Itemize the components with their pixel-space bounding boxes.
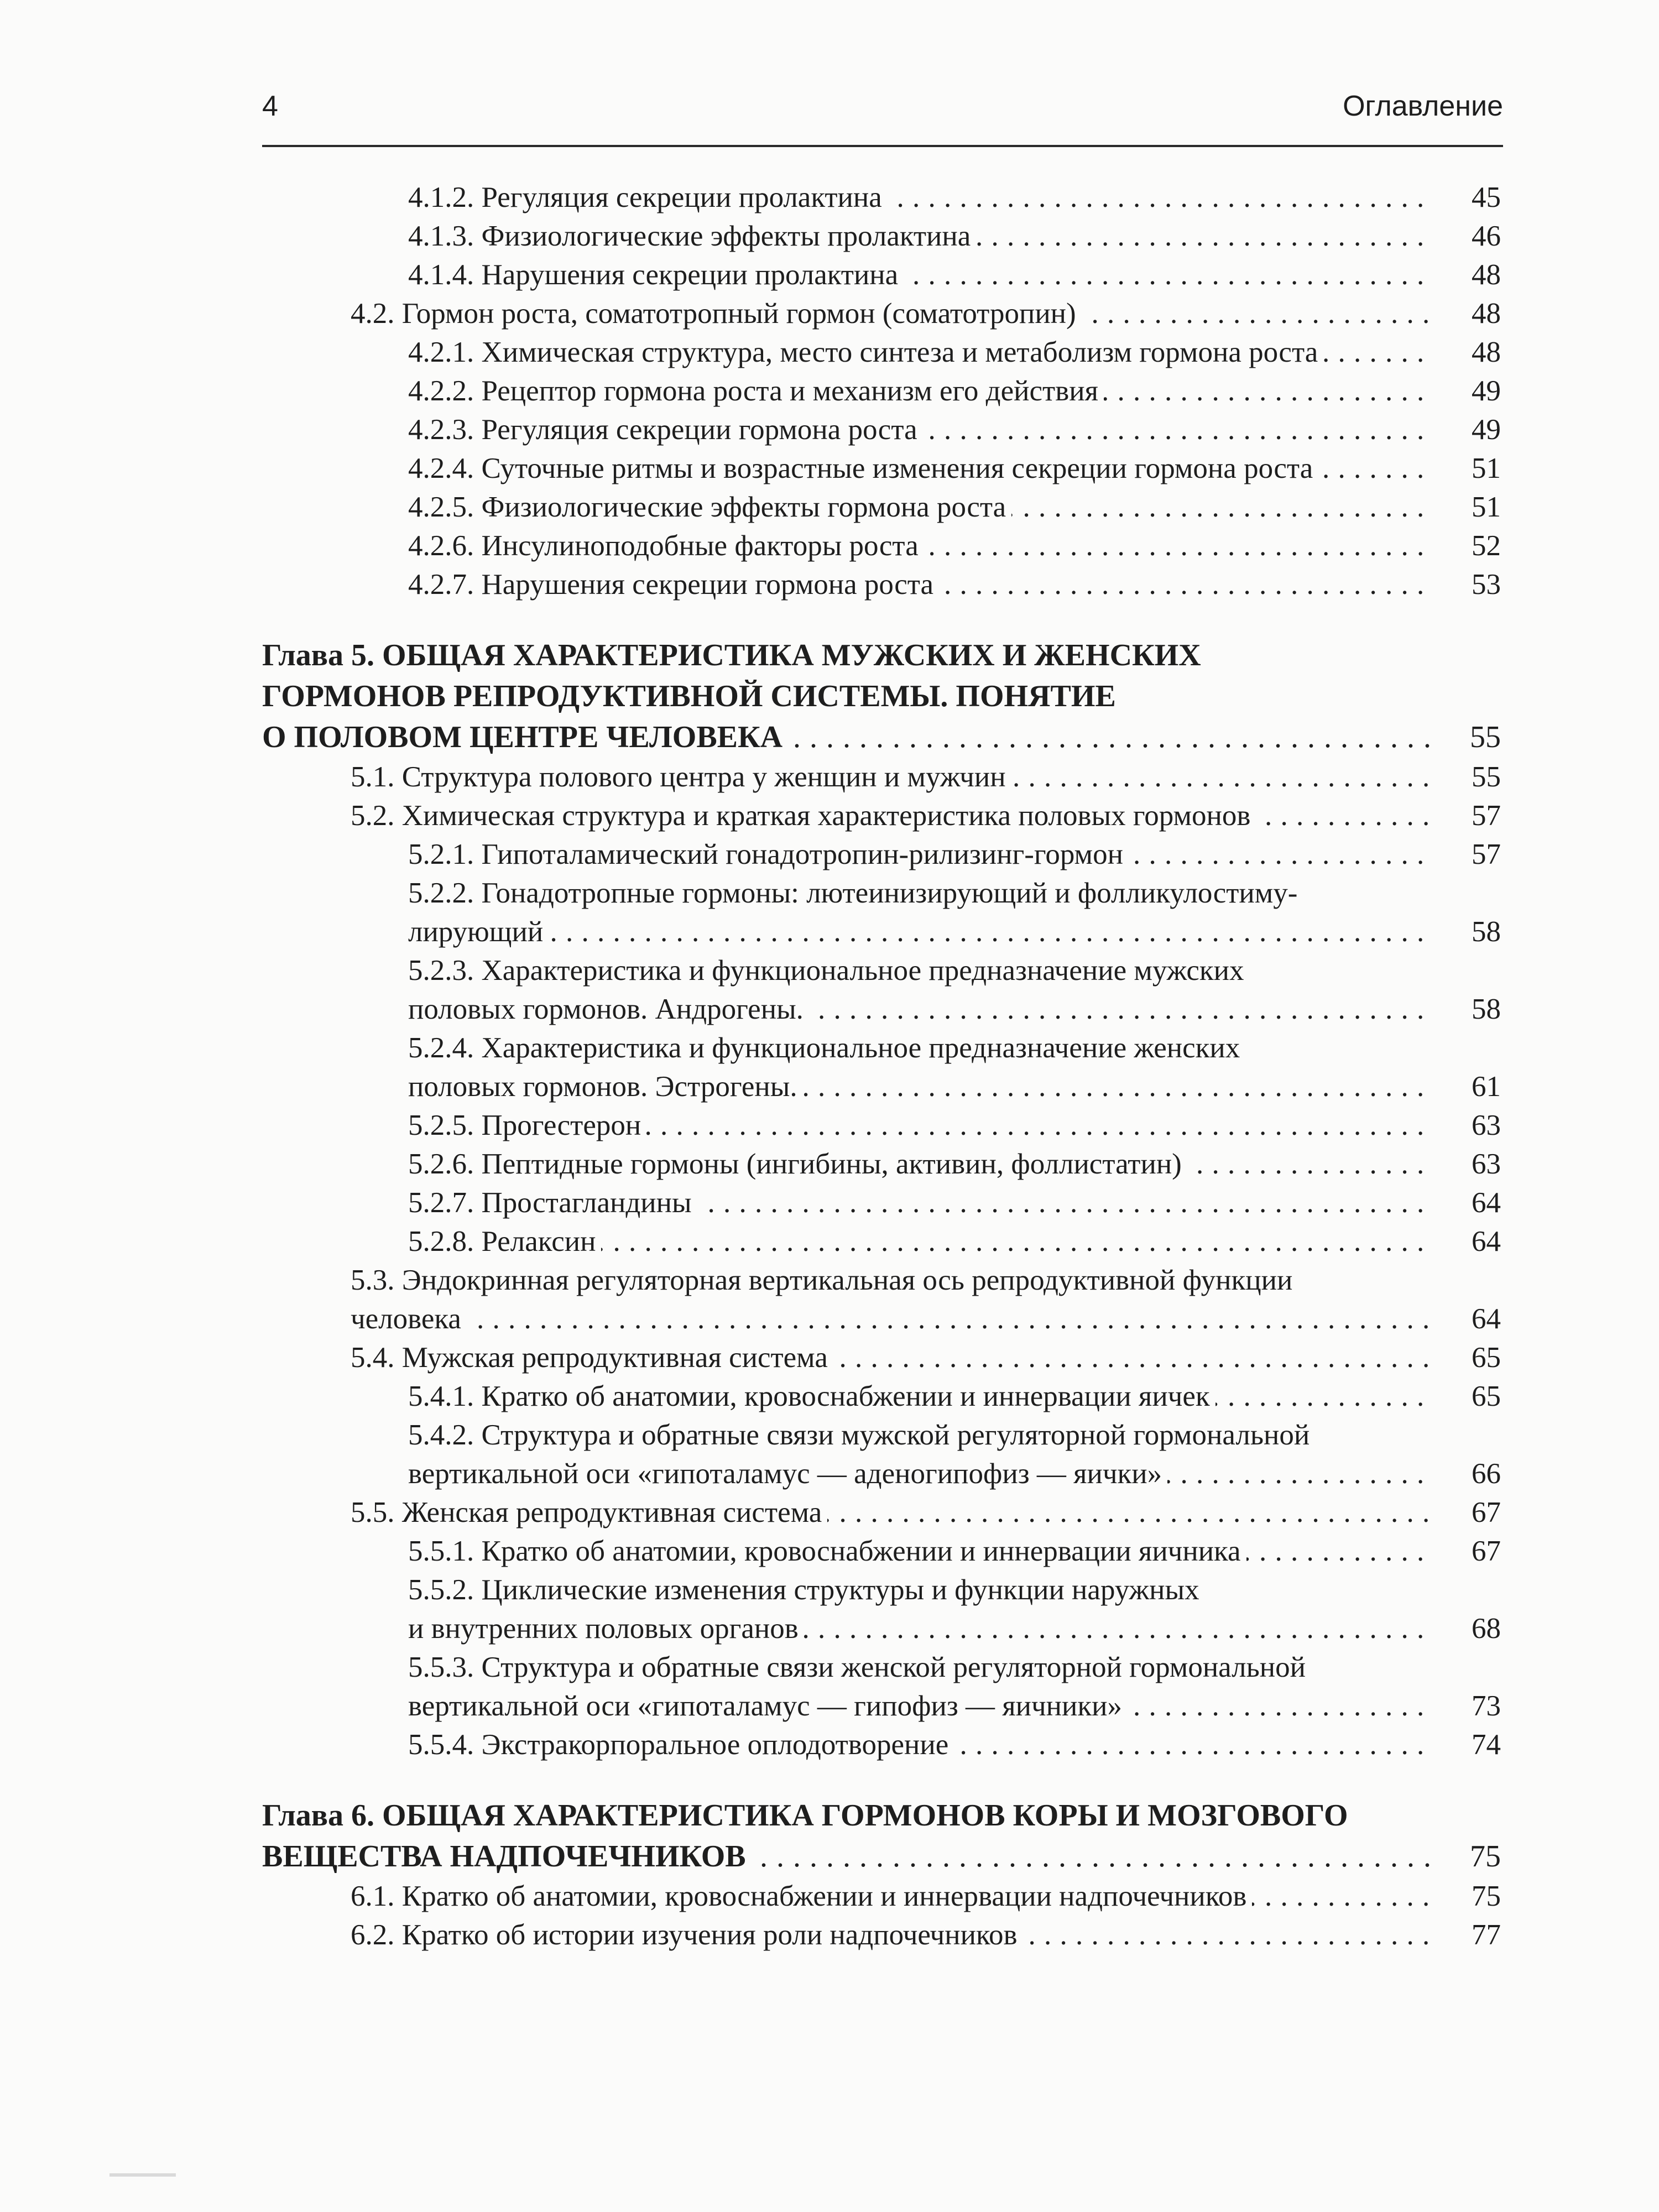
toc-page-number: 64	[1472, 1303, 1501, 1335]
toc-entry-text: 4.2.5. Физиологические эффекты гормона роста	[408, 491, 1011, 523]
toc-subsection-entry[interactable]	[262, 1145, 1501, 1183]
toc-entry-line: и внутренних половых органов	[408, 1613, 804, 1645]
toc-page-number: 48	[1472, 336, 1501, 368]
chapter-gap	[262, 1764, 1501, 1795]
chapter-gap	[262, 604, 1501, 635]
toc-entry-title	[408, 372, 1434, 410]
toc-page-number: 74	[1472, 1729, 1501, 1761]
toc-page-number: 48	[1472, 298, 1501, 330]
toc-entry-title	[408, 1377, 1434, 1416]
toc-subsection-entry[interactable]	[262, 255, 1501, 294]
toc-entry-title	[262, 635, 1434, 758]
toc-page-number: 67	[1472, 1535, 1501, 1567]
toc-entry-line: Глава 5. ОБЩАЯ ХАРАКТЕРИСТИКА МУЖСКИХ И ЖЕНСКИХ	[262, 638, 1201, 672]
toc-entry-text: 5.5. Женская репродуктивная система	[351, 1496, 827, 1528]
toc-entry-line: Глава 6. ОБЩАЯ ХАРАКТЕРИСТИКА ГОРМОНОВ КОРЫ И МОЗГОВОГО	[262, 1798, 1348, 1833]
toc-page-number: 46	[1472, 220, 1501, 252]
toc-section-entry[interactable]	[262, 1493, 1501, 1532]
toc-page-number: 49	[1472, 375, 1501, 407]
toc-entry-line: 5.3. Эндокринная регуляторная вертикальная ось репродуктивной функции	[351, 1264, 1293, 1296]
toc-page-number: 77	[1472, 1919, 1501, 1951]
toc-entry-title	[408, 488, 1434, 526]
toc-page-number: 73	[1472, 1690, 1501, 1722]
toc-subsection-entry[interactable]	[262, 874, 1501, 951]
toc-entry-title	[408, 951, 1434, 1029]
toc-entry-title	[351, 1493, 1434, 1532]
toc-entry-line: 5.2.2. Гонадотропные гормоны: лютеинизирующий и фолликулостиму-	[408, 877, 1298, 909]
toc-entry-line: вертикальной оси «гипоталамус — гипофиз — яичники»	[408, 1690, 1128, 1722]
toc-entry-title	[408, 449, 1434, 488]
running-title: Оглавление	[1343, 90, 1503, 122]
toc-entry-line: вертикальной оси «гипоталамус — аденогипофиз — яички»	[408, 1458, 1167, 1490]
toc-entry-text: 5.2.1. Гипоталамический гонадотропин-рилизинг-гормон	[408, 838, 1129, 870]
toc-entry-title	[408, 1145, 1434, 1183]
toc-page-number: 66	[1472, 1458, 1501, 1490]
toc-chapter-entry[interactable]	[262, 635, 1501, 758]
toc-page-number: 45	[1472, 181, 1501, 213]
toc-entry-text: 5.2.6. Пептидные гормоны (ингибины, активин, фоллистатин)	[408, 1148, 1187, 1180]
toc-entry-text: 5.4.1. Кратко об анатомии, кровоснабжении и иннервации яичек	[408, 1380, 1215, 1412]
toc-subsection-entry[interactable]	[262, 1416, 1501, 1493]
toc-entry-text: 6.1. Кратко об анатомии, кровоснабжении и иннервации надпочечников	[351, 1880, 1252, 1912]
toc-entry-text: 5.2.5. Прогестерон	[408, 1109, 646, 1141]
toc-page-number: 53	[1472, 568, 1501, 601]
toc-page-number: 48	[1472, 259, 1501, 291]
toc-entry-text: 4.2. Гормон роста, соматотропный гормон (соматотропин)	[351, 298, 1082, 330]
toc-subsection-entry[interactable]	[262, 1571, 1501, 1648]
toc-page-number: 57	[1472, 838, 1501, 870]
toc-subsection-entry[interactable]	[262, 449, 1501, 488]
toc-entry-text: 4.1.4. Нарушения секреции пролактина	[408, 259, 904, 291]
toc-chapter-entry[interactable]	[262, 1795, 1501, 1877]
toc-entry-title	[408, 526, 1434, 565]
header-rule	[262, 145, 1503, 147]
toc-page-number: 75	[1470, 1839, 1501, 1874]
toc-page-number: 68	[1472, 1613, 1501, 1645]
toc-page-number: 58	[1472, 993, 1501, 1025]
toc-subsection-entry[interactable]	[262, 410, 1501, 449]
toc-entry-line: 5.4.2. Структура и обратные связи мужской регуляторной гормональной	[408, 1419, 1310, 1451]
running-head	[262, 88, 1503, 144]
page-number: 4	[262, 90, 278, 122]
toc-page-number: 75	[1472, 1880, 1501, 1912]
toc-entry-line: 5.5.3. Структура и обратные связи женской регуляторной гормональной	[408, 1651, 1306, 1683]
toc-page-number: 64	[1472, 1225, 1501, 1258]
toc-subsection-entry[interactable]	[262, 835, 1501, 874]
toc-subsection-entry[interactable]	[262, 1183, 1501, 1222]
toc-entry-text: 4.2.7. Нарушения секреции гормона роста	[408, 568, 939, 601]
toc-page-number: 51	[1472, 452, 1501, 484]
toc-entry-text: 5.2.8. Релаксин	[408, 1225, 601, 1258]
toc-entry-line: ВЕЩЕСТВА НАДПОЧЕЧНИКОВ	[262, 1839, 752, 1874]
toc-entry-title	[351, 1916, 1434, 1954]
toc-entry-title	[408, 255, 1434, 294]
toc-page-number: 67	[1472, 1496, 1501, 1528]
toc-entry-line: 5.2.4. Характеристика и функциональное предназначение женских	[408, 1032, 1240, 1064]
toc-section-entry[interactable]	[262, 1877, 1501, 1916]
toc-page-number: 63	[1472, 1109, 1501, 1141]
toc-page-number: 61	[1472, 1071, 1501, 1103]
toc-page-number: 65	[1472, 1342, 1501, 1374]
table-of-contents	[262, 178, 1501, 1954]
toc-subsection-entry[interactable]	[262, 526, 1501, 565]
toc-entry-text: 4.1.3. Физиологические эффекты пролактина	[408, 220, 976, 252]
toc-entry-title	[408, 333, 1434, 372]
toc-section-entry[interactable]	[262, 796, 1501, 835]
toc-entry-text: 4.1.2. Регуляция секреции пролактина	[408, 181, 888, 213]
toc-entry-title	[408, 1532, 1434, 1571]
toc-entry-title	[408, 1106, 1434, 1145]
toc-entry-title	[262, 1795, 1434, 1877]
toc-page-number: 58	[1472, 916, 1501, 948]
toc-subsection-entry[interactable]	[262, 488, 1501, 526]
toc-entry-title	[351, 796, 1434, 835]
toc-entry-title	[408, 1648, 1434, 1725]
toc-entry-title	[351, 1877, 1434, 1916]
toc-entry-line: О ПОЛОВОМ ЦЕНТРЕ ЧЕЛОВЕКА	[262, 720, 788, 754]
toc-entry-text: 6.2. Кратко об истории изучения роли надпочечников	[351, 1919, 1023, 1951]
toc-entry-text: 5.2. Химическая структура и краткая характеристика половых гормонов	[351, 800, 1256, 832]
toc-page-number: 49	[1472, 414, 1501, 446]
toc-subsection-entry[interactable]	[262, 1029, 1501, 1106]
toc-section-entry[interactable]	[262, 758, 1501, 796]
toc-subsection-entry[interactable]	[262, 1222, 1501, 1261]
toc-section-entry[interactable]	[262, 1261, 1501, 1338]
toc-entry-title	[408, 1222, 1434, 1261]
toc-entry-text: 5.1. Структура полового центра у женщин и мужчин	[351, 761, 1011, 793]
toc-entry-title	[408, 410, 1434, 449]
toc-subsection-entry[interactable]	[262, 1725, 1501, 1764]
toc-section-entry[interactable]	[262, 1916, 1501, 1954]
toc-entry-line: половых гормонов. Андрогены.	[408, 993, 809, 1025]
toc-entry-title	[408, 1725, 1434, 1764]
toc-entry-title	[408, 1183, 1434, 1222]
toc-subsection-entry[interactable]	[262, 1377, 1501, 1416]
toc-page-number: 63	[1472, 1148, 1501, 1180]
toc-entry-line: 5.2.3. Характеристика и функциональное предназначение мужских	[408, 954, 1244, 987]
toc-page-number: 64	[1472, 1187, 1501, 1219]
toc-page-number: 52	[1472, 530, 1501, 562]
toc-subsection-entry[interactable]	[262, 951, 1501, 1029]
toc-page-number: 55	[1470, 720, 1501, 754]
toc-section-entry[interactable]	[262, 1338, 1501, 1377]
toc-entry-line: лирующий	[408, 916, 549, 948]
toc-entry-text: 4.2.1. Химическая структура, место синтеза и метаболизм гормона роста	[408, 336, 1323, 368]
toc-entry-line: половых гормонов. Эстрогены.	[408, 1071, 803, 1103]
toc-entry-title	[408, 874, 1434, 951]
toc-entry-line: человека	[351, 1303, 467, 1335]
toc-entry-title	[408, 178, 1434, 217]
toc-entry-text: 4.2.4. Суточные ритмы и возрастные изменения секреции гормона роста	[408, 452, 1318, 484]
toc-entry-text: 5.4. Мужская репродуктивная система	[351, 1342, 833, 1374]
toc-entry-title	[351, 758, 1434, 796]
toc-subsection-entry[interactable]	[262, 1106, 1501, 1145]
toc-section-entry[interactable]	[262, 294, 1501, 333]
toc-subsection-entry[interactable]	[262, 333, 1501, 372]
scan-edge-mark	[109, 2173, 176, 2177]
toc-entry-line: 5.5.2. Циклические изменения структуры и функции наружных	[408, 1574, 1199, 1606]
toc-page-number: 57	[1472, 800, 1501, 832]
toc-subsection-entry[interactable]	[262, 565, 1501, 604]
toc-entry-text: 4.2.6. Инсулиноподобные факторы роста	[408, 530, 924, 562]
toc-subsection-entry[interactable]	[262, 1648, 1501, 1725]
toc-entry-text: 5.2.7. Простагландины	[408, 1187, 697, 1219]
toc-entry-line: ГОРМОНОВ РЕПРОДУКТИВНОЙ СИСТЕМЫ. ПОНЯТИЕ	[262, 679, 1116, 713]
toc-entry-text: 4.2.3. Регуляция секреции гормона роста	[408, 414, 923, 446]
toc-entry-title	[408, 217, 1434, 255]
toc-entry-title	[408, 835, 1434, 874]
toc-entry-title	[408, 1029, 1434, 1106]
toc-entry-title	[408, 1416, 1434, 1493]
toc-entry-title	[351, 1338, 1434, 1377]
toc-subsection-entry[interactable]	[262, 1532, 1501, 1571]
toc-subsection-entry[interactable]	[262, 372, 1501, 410]
toc-entry-title	[351, 1261, 1434, 1338]
toc-entry-text: 5.5.4. Экстракорпоральное оплодотворение	[408, 1729, 954, 1761]
toc-entry-title	[408, 565, 1434, 604]
toc-page-number: 65	[1472, 1380, 1501, 1412]
toc-page-number: 51	[1472, 491, 1501, 523]
toc-entry-title	[408, 1571, 1434, 1648]
toc-entry-text: 4.2.2. Рецептор гормона роста и механизм его действия	[408, 375, 1104, 407]
toc-entry-text: 5.5.1. Кратко об анатомии, кровоснабжении и иннервации яичника	[408, 1535, 1246, 1567]
toc-subsection-entry[interactable]	[262, 217, 1501, 255]
toc-entry-title	[351, 294, 1434, 333]
toc-subsection-entry[interactable]	[262, 178, 1501, 217]
toc-page-number: 55	[1472, 761, 1501, 793]
